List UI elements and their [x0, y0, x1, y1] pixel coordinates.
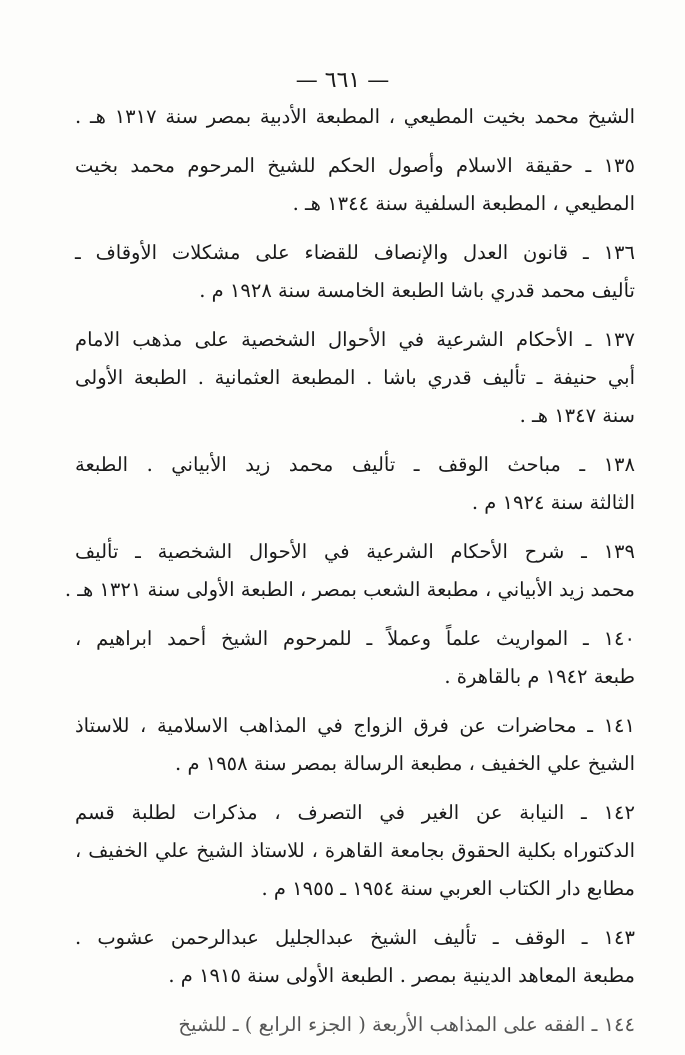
- bibliography-entry: [75, 147, 635, 223]
- bibliography-entry: [75, 234, 635, 310]
- bibliography-entry: [75, 446, 635, 522]
- entry-line: ١٣٦ ـ قانون العدل والإنصاف للقضاء على مشكلات الأوقاف ـ: [75, 241, 635, 264]
- entry-line: محمد زيد الأبياني ، مطبعة الشعب بمصر ، الطبعة الأولى سنة ١٣٢١ هـ .: [64, 578, 635, 601]
- page-number: — ٦٦١ —: [295, 68, 390, 93]
- bibliography-entry: [75, 321, 635, 435]
- entry-line: المطيعي ، المطبعة السلفية سنة ١٣٤٤ هـ .: [292, 192, 635, 215]
- entry-line: سنة ١٣٤٧ هـ .: [519, 404, 635, 427]
- bibliography-entry: [75, 98, 635, 136]
- bibliography-entry: [64, 533, 635, 609]
- entry-line: الثالثة سنة ١٩٢٤ م .: [471, 491, 635, 514]
- entry-line: طبعة ١٩٤٢ م بالقاهرة .: [444, 665, 635, 688]
- bibliography-entry: [75, 620, 635, 696]
- entry-spacer: [75, 223, 635, 234]
- entry-line: أبي حنيفة ـ تأليف قدري باشا . المطبعة العثمانية . الطبعة الأولى: [75, 366, 635, 389]
- entry-line: ١٣٥ ـ حقيقة الاسلام وأصول الحكم للشيخ المرحوم محمد بخيت: [75, 154, 635, 177]
- entry-line: مطابع دار الكتاب العربي سنة ١٩٥٤ ـ ١٩٥٥ م .: [261, 877, 635, 900]
- entry-spacer: [75, 908, 635, 919]
- entry-spacer: [75, 783, 635, 794]
- entry-line: ١٤٤ ـ الفقه على المذاهب الأربعة ( الجزء الرابع ) ـ للشيخ: [178, 1013, 635, 1036]
- entry-spacer: [75, 136, 635, 147]
- entry-spacer: [75, 522, 635, 533]
- bibliography-entry: [75, 919, 635, 995]
- entry-line: ١٤٠ ـ المواريث علماً وعملاً ـ للمرحوم الشيخ أحمد ابراهيم ،: [75, 627, 635, 650]
- entry-line: الشيخ محمد بخيت المطيعي ، المطبعة الأدبية بمصر سنة ١٣١٧ هـ .: [75, 105, 635, 128]
- bibliography-list: [64, 98, 635, 1044]
- entry-line: ١٣٧ ـ الأحكام الشرعية في الأحوال الشخصية على مذهب الامام: [75, 328, 635, 351]
- entry-line: ١٤٢ ـ النيابة عن الغير في التصرف ، مذكرات لطلبة قسم: [75, 801, 635, 824]
- entry-line: تأليف محمد قدري باشا الطبعة الخامسة سنة ١٩٢٨ م .: [199, 279, 635, 302]
- entry-line: ١٤٣ ـ الوقف ـ تأليف الشيخ عبدالجليل عبدالرحمن عشوب .: [75, 926, 635, 949]
- entry-spacer: [75, 310, 635, 321]
- entry-line: الدكتوراه بكلية الحقوق بجامعة القاهرة ، للاستاذ الشيخ علي الخفيف ،: [75, 839, 635, 862]
- entry-line: ١٤١ ـ محاضرات عن فرق الزواج في المذاهب الاسلامية ، للاستاذ: [75, 714, 635, 737]
- entry-line: الشيخ علي الخفيف ، مطبعة الرسالة بمصر سنة ١٩٥٨ م .: [175, 752, 635, 775]
- entry-line: ١٣٨ ـ مباحث الوقف ـ تأليف محمد زيد الأبياني . الطبعة: [75, 453, 635, 476]
- entry-spacer: [75, 696, 635, 707]
- entry-line: ١٣٩ ـ شرح الأحكام الشرعية في الأحوال الشخصية ـ تأليف: [75, 540, 635, 563]
- entry-spacer: [75, 609, 635, 620]
- bibliography-entry: [75, 707, 635, 783]
- entry-spacer: [75, 995, 635, 1006]
- bibliography-entry: [75, 1006, 635, 1044]
- bibliography-entry: [75, 794, 635, 908]
- entry-spacer: [75, 435, 635, 446]
- entry-line: مطبعة المعاهد الدينية بمصر . الطبعة الأولى سنة ١٩١٥ م .: [168, 964, 635, 987]
